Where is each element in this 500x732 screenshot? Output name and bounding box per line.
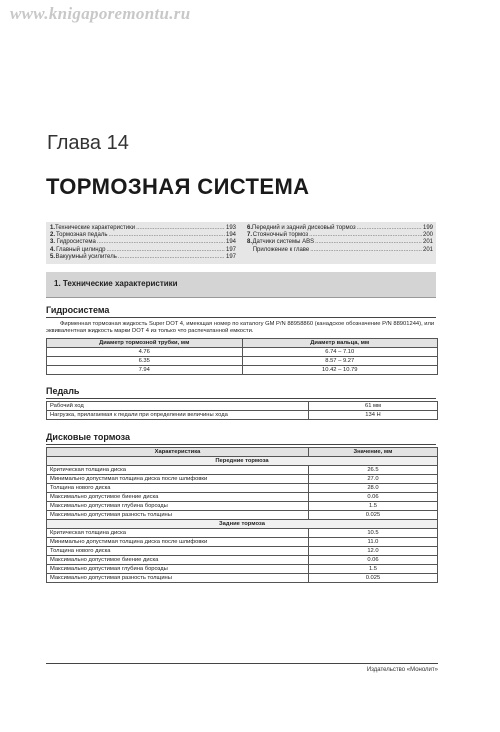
toc-number: 5. [50,253,56,260]
table-cell: Минимально допустимая толщина диска после шлифовки [47,475,309,484]
table-cell: 61 мм [308,402,437,411]
toc-page: 197 [225,246,236,253]
toc-label: Главный цилиндр [56,246,106,253]
toc-leader [315,239,422,246]
pedal-table [46,401,438,420]
table-row [47,538,438,547]
table-cell: Максимально допустимое биение диска [47,556,309,565]
table-cell: 0.06 [308,556,437,565]
table-cell: 6.74 – 7.10 [242,348,438,357]
table-row [47,466,438,475]
hydro-heading: Гидросистема [46,305,436,318]
table-row [47,502,438,511]
table-row [47,357,438,366]
table-cell: Максимально допустимая глубина борозды [47,565,309,574]
toc-number: 7. [247,232,253,239]
group-label: Передние тормоза [47,457,438,466]
toc-item [247,239,433,246]
table-cell: 11.0 [308,538,437,547]
table-row [47,402,438,411]
table-row [47,348,438,357]
table-row [47,556,438,565]
table-of-contents [46,222,436,264]
group-label: Задние тормоза [47,520,438,529]
toc-page: 199 [422,225,433,231]
table-group-row [47,457,438,466]
toc-column-right [247,225,433,254]
column-header: Характеристика [47,448,309,457]
toc-item [50,239,236,246]
toc-page: 197 [225,253,236,260]
toc-label: Передний и задний дисковый тормоз [252,225,356,231]
table-cell: 1.5 [308,502,437,511]
page-title: ТОРМОЗНАЯ СИСТЕМА [46,174,310,199]
toc-leader [357,225,422,232]
toc-label: Приложение к главе [252,246,310,253]
toc-number: 1. [50,225,56,231]
toc-label: Гидросистема [56,239,96,246]
toc-item [50,254,236,261]
toc-leader [106,247,225,254]
toc-leader [310,247,422,254]
table-cell: Максимально допустимая разность толщины [47,574,309,583]
toc-page: 194 [225,232,236,239]
table-group-row [47,520,438,529]
table-row [47,565,438,574]
table-cell: Критическая толщина диска [47,466,309,475]
pedal-heading: Педаль [46,386,436,399]
hydro-table [46,338,438,375]
table-header-row [47,339,438,348]
table-cell: 134 Н [308,411,437,420]
table-cell: Толщина нового диска [47,547,309,556]
table-row [47,547,438,556]
table-cell: 28.0 [308,484,437,493]
toc-label: Датчики системы ABS [252,239,315,246]
table-row [47,475,438,484]
table-cell: Максимально допустимая разность толщины [47,511,309,520]
table-row [47,529,438,538]
table-cell: 8.57 – 9.27 [242,357,438,366]
table-cell: 6.35 [47,357,243,366]
toc-number: 8. [247,239,253,246]
toc-leader [97,239,225,246]
table-cell: 10.5 [308,529,437,538]
watermark: www.knigaporemontu.ru [10,4,191,23]
table-cell: 12.0 [308,547,437,556]
table-cell: Максимально допустимая глубина борозды [47,502,309,511]
table-cell: 0.025 [308,574,437,583]
table-cell: Критическая толщина диска [47,529,309,538]
table-row [47,493,438,502]
table-cell: 1.5 [308,565,437,574]
toc-label: Технические характеристики [55,225,136,231]
chapter-label: Глава 14 [47,132,129,154]
table-cell: 27.0 [308,475,437,484]
section-heading: 1. Технические характеристики [46,272,436,298]
table-cell: Толщина нового диска [47,484,309,493]
table-header-row [47,448,438,457]
column-header: Диаметр вальца, мм [242,339,438,348]
toc-page: 200 [422,232,433,239]
table-cell: Минимально допустимая толщина диска после шлифовки [47,538,309,547]
table-row [47,366,438,375]
table-cell: 0.06 [308,493,437,502]
toc-label: Вакуумный усилитель [55,253,117,260]
footer-divider [46,663,438,664]
table-cell: 26.5 [308,466,437,475]
discs-heading: Дисковые тормоза [46,432,436,445]
table-cell: 10.42 – 10.79 [242,366,438,375]
table-cell: Нагрузка, прилагаемая к педали при определении величины хода [47,411,309,420]
toc-page: 193 [225,225,236,231]
toc-number: 6. [247,225,253,231]
toc-number: 3. [50,239,56,246]
column-header: Значение, мм [308,448,437,457]
table-cell: 7.94 [47,366,243,375]
hydro-note: Фирменная тормозная жидкость Super DOT 4, имеющая номер по каталогу GM P/N 88958860 (канадское обозначение P/N 88901244), или эквивалентная жидкость марки DOT 4 из только что распечатанной емкости. [46,321,435,334]
toc-item [50,247,236,254]
toc-item [50,225,236,232]
column-header: Диаметр тормозной трубки, мм [47,339,243,348]
toc-page: 201 [422,246,433,253]
table-cell: 0.025 [308,511,437,520]
table-cell: 4.76 [47,348,243,357]
table-row [47,411,438,420]
toc-page: 194 [225,239,236,246]
toc-item [247,232,433,239]
toc-leader [309,232,422,239]
toc-leader [118,254,225,261]
publisher-label: Издательство «Монолит» [366,667,438,673]
toc-column-left [50,225,236,261]
toc-leader [108,232,225,239]
toc-label: Тормозная педаль [55,232,108,239]
table-row [47,511,438,520]
table-row [47,574,438,583]
toc-item [50,232,236,239]
table-cell: Максимально допустимое биение диска [47,493,309,502]
table-row [47,484,438,493]
table-cell: Рабочий ход [47,402,309,411]
toc-label: Стояночный тормоз [252,232,309,239]
toc-number: 4. [50,246,56,253]
discs-table [46,447,438,583]
toc-item [247,247,433,254]
toc-number: 2. [50,232,56,239]
toc-leader [136,225,225,232]
toc-page: 201 [422,239,433,246]
